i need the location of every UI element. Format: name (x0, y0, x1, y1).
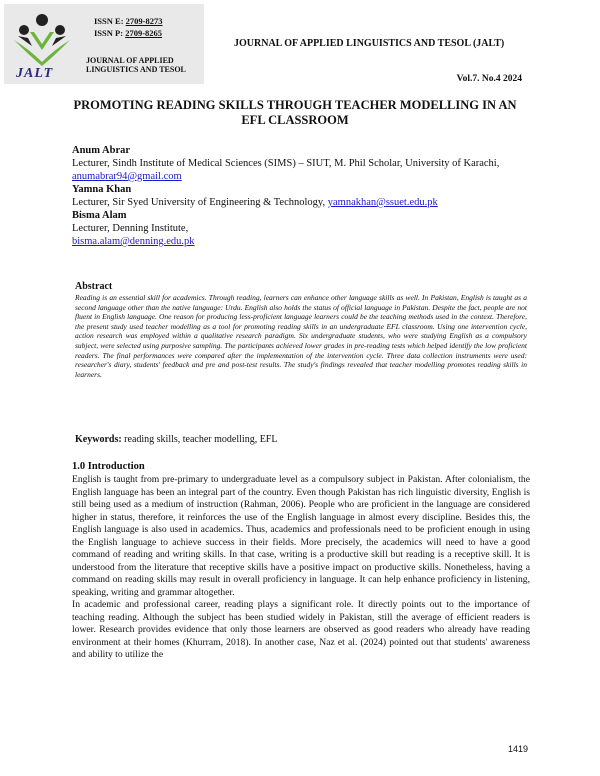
keywords-value: reading skills, teacher modelling, EFL (124, 434, 278, 445)
abstract-text: Reading is an essential skill for academics. Through reading, learners can enhance other language skills as well. In Pakistan, English is taught as a second language other than the native language: Urdu. English also holds the status of official language in Pakistan. Despite the fact, people are not fluent in English language. One reason for producing less-proficient language learners could be the teaching methods used in the context. Therefore, the present study used teacher modelling as a tool for promoting reading skills in an undergraduate EFL classroom. Using one intervention cycle, action research was employed within a qualitative research paradigm. Six undergraduate students, who were studying English as a compulsory subject, were selected using purposive sampling. The participants achieved lower grades in pre-reading tests which helped identify the low proficient readers. The final performances were compared after the implementation of the intervention cycle. Three data collection instruments were used: researcher's diary, students' feedback and pre and post-test results. The study's findings revealed that teacher modelling promotes reading skills in learners. (75, 293, 527, 379)
paper-title: PROMOTING READING SKILLS THROUGH TEACHER MODELLING IN AN EFL CLASSROOM (73, 98, 517, 127)
author-name: Bisma Alam (72, 210, 127, 221)
paragraph: In academic and professional career, reading plays a significant role. It directly points out to the importance of teaching reading. Although the subject has been studied widely in Pakistan, still the average of efficient readers is lower. Research provides evidence that only those learners are observed as good readers who already have reading environment at their homes (Khurram, 2018). In another case, Naz et al. (2024) pointed out that students' awareness and ability to utilize the (72, 599, 530, 660)
section-heading: 1.0 Introduction (72, 461, 145, 472)
journal-logo-box (4, 4, 204, 84)
author-block (72, 144, 530, 183)
keywords (75, 434, 277, 445)
author-affiliation: Lecturer, Denning Institute, (72, 223, 189, 234)
keywords-label: Keywords: (75, 434, 122, 445)
author-block (72, 209, 530, 248)
abstract-heading: Abstract (75, 281, 113, 292)
author-email-link[interactable]: anumabrar94@gmail.com (72, 171, 182, 182)
journal-title: JOURNAL OF APPLIED LINGUISTICS AND TESOL (JALT) (234, 38, 505, 49)
author-email-link[interactable]: bisma.alam@denning.edu.pk (72, 236, 195, 247)
issn-e: ISSN E: 2709-8273 (94, 16, 163, 26)
paragraph: English is taught from pre-primary to undergraduate level as a compulsory subject in Pakistan. After colonialism, the English language has been an integral part of the country. Even though Pakistan has rich linguistic diversity, English is still being used as a medium of instruction (Rahman, 2006). People who are proficient in the language are considered higher in status, therefore, it reinforces the use of the English language in almost every discipline. Besides this, the English language is also used in academics. Thus, academics and professionals need to be proficient enough in using the English language to achieve success in their fields. More precisely, the academics will need to have a good command of reading and writing skills. In that case, writing is a productive skill but reading is a receptive skill. It is understood from the literature that receptive skills have a positive impact on productive skills. Nonetheless, having a command on reading skills may result in overall proficiency in language. It can help enhance proficiency in listening, speaking, writing and grammar altogether. (72, 474, 530, 598)
issn-p: ISSN P: 2709-8265 (94, 28, 163, 38)
logo-journal-name: JOURNAL OF APPLIED LINGUISTICS AND TESOL (86, 56, 186, 74)
author-name: Yamna Khan (72, 184, 132, 195)
volume-issue: Vol.7. No.4 2024 (456, 74, 522, 84)
abstract (75, 281, 527, 379)
author-email-link[interactable]: yamnakhan@ssuet.edu.pk (327, 197, 438, 208)
author-affiliation: Lecturer, Sir Syed University of Engineering & Technology, yamnakhan@ssuet.edu.pk (72, 197, 438, 208)
author-name: Anum Abrar (72, 145, 131, 156)
page-number: 1419 (507, 744, 528, 754)
author-list (72, 144, 530, 248)
jalt-logo-icon (10, 10, 74, 68)
author-affiliation: Lecturer, Sindh Institute of Medical Sciences (SIMS) – SIUT, M. Phil Scholar, University of Karachi, anumabrar94@gmail.com (72, 158, 500, 182)
author-block (72, 183, 530, 209)
logo-text: JALT (16, 66, 54, 81)
introduction-body (72, 474, 530, 662)
